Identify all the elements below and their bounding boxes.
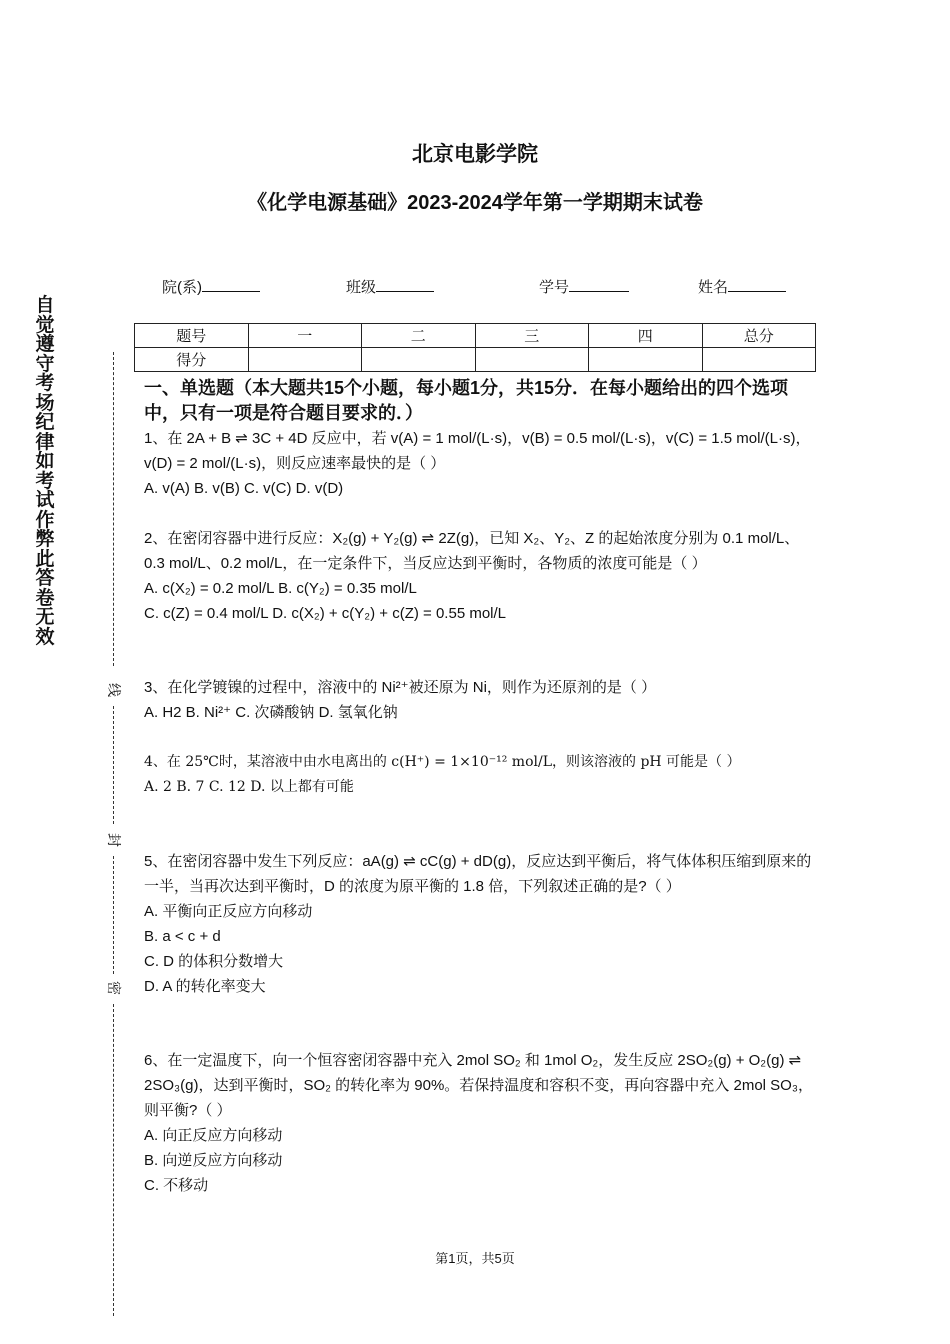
exam-title: 《化学电源基础》2023-2024学年第一学期期末试卷 xyxy=(247,192,703,214)
question-option: B. a < c + d xyxy=(144,928,221,945)
school-name: 北京电影学院 xyxy=(412,143,538,166)
binding-mark-line: 线 xyxy=(106,683,122,697)
score-header-cell: 二 xyxy=(362,324,476,348)
question-stem: 5、在密闭容器中发生下列反应：aA(g) ⇌ cC(g) + dD(g)，反应达到平衡后，将气体体积压缩到原来的一半，当再次达到平衡时，D 的浓度为原平衡的 1.8 倍，下列叙述正确的是?（ ） xyxy=(144,853,812,895)
score-cell[interactable] xyxy=(248,348,362,372)
question-option: B. 向逆反应方向移动 xyxy=(144,1152,283,1169)
question-option: C. D 的体积分数增大 xyxy=(144,953,284,970)
question-3 xyxy=(144,675,814,725)
student-id-label: 学号 xyxy=(539,279,570,296)
question-stem: 3、在化学镀镍的过程中，溶液中的 Ni²⁺被还原为 Ni，则作为还原剂的是（ ） xyxy=(144,679,657,696)
score-header-cell: 总分 xyxy=(702,324,816,348)
score-row-label: 得分 xyxy=(135,348,249,372)
student-id-blank[interactable] xyxy=(569,277,629,292)
score-table-header-row xyxy=(135,324,816,348)
name-label: 姓名 xyxy=(698,279,729,296)
question-stem: 6、在一定温度下，向一个恒容密闭容器中充入 2mol SO₂ 和 1mol O₂，发生反应 2SO₂(g) + O₂(g) ⇌ 2SO₃(g)，达到平衡时，SO₂ 的转化率为 90%。若保持温度和容积不变，再向容器中充入 2mol SO₃，则平衡?（ ） xyxy=(144,1052,813,1119)
question-5 xyxy=(144,849,814,999)
question-options: A. c(X₂) = 0.2 mol/L B. c(Y₂) = 0.35 mol/L xyxy=(144,580,417,597)
department-field[interactable] xyxy=(162,276,260,297)
question-4 xyxy=(144,750,814,800)
binding-dashed-line xyxy=(113,352,114,666)
question-2 xyxy=(144,526,814,626)
question-options: A. 2 B. 7 C. 12 D. 以上都有可能 xyxy=(144,779,354,795)
score-table-score-row xyxy=(135,348,816,372)
student-id-field[interactable] xyxy=(539,276,629,297)
binding-dashed-line xyxy=(113,1004,114,1316)
page-number: 第1页，共5页 xyxy=(435,1251,515,1266)
class-label: 班级 xyxy=(346,279,377,296)
binding-mark-seal: 封 xyxy=(106,833,122,847)
question-stem: 4、在 25℃时，某溶液中由水电离出的 c(H⁺) = 1×10⁻¹² mol/L，则该溶液的 pH 可能是（ ） xyxy=(144,754,741,770)
score-header-cell: 一 xyxy=(248,324,362,348)
binding-dashed-line xyxy=(113,706,114,824)
question-stem: 1、在 2A + B ⇌ 3C + 4D 反应中，若 v(A) = 1 mol/(L·s)，v(B) = 0.5 mol/(L·s)，v(C) = 1.5 mol/(L·s)，v(D) = 2 mol/(L·s)，则反应速率最快的是（ ） xyxy=(144,430,811,472)
department-blank[interactable] xyxy=(202,277,260,292)
question-option: D. A 的转化率变大 xyxy=(144,978,266,995)
question-6 xyxy=(144,1048,814,1198)
score-header-cell: 三 xyxy=(475,324,589,348)
score-cell[interactable] xyxy=(475,348,589,372)
score-header-cell: 题号 xyxy=(135,324,249,348)
class-blank[interactable] xyxy=(376,277,434,292)
binding-dashed-line xyxy=(113,856,114,974)
score-table xyxy=(134,323,816,372)
question-option: A. 平衡向正反应方向移动 xyxy=(144,903,313,920)
name-blank[interactable] xyxy=(728,277,786,292)
exam-discipline-notice: 自觉遵守考场纪律如考试作弊此答卷无效 xyxy=(35,295,55,648)
score-cell[interactable] xyxy=(589,348,703,372)
question-option: C. 不移动 xyxy=(144,1177,209,1194)
class-field[interactable] xyxy=(346,276,434,297)
question-stem: 2、在密闭容器中进行反应：X₂(g) + Y₂(g) ⇌ 2Z(g)，已知 X₂、Y₂、Z 的起始浓度分别为 0.1 mol/L、0.3 mol/L、0.2 mol/L，在一定条件下，当反应达到平衡时，各物质的浓度可能是（ ） xyxy=(144,530,800,572)
question-options: C. c(Z) = 0.4 mol/L D. c(X₂) + c(Y₂) + c(Z) = 0.55 mol/L xyxy=(144,605,507,622)
question-options: A. H2 B. Ni²⁺ C. 次磷酸钠 D. 氢氧化钠 xyxy=(144,704,398,721)
department-label: 院(系) xyxy=(162,279,202,296)
section-heading: 一、单选题（本大题共15个小题，每小题1分，共15分．在每小题给出的四个选项中，只有一项是符合题目要求的．） xyxy=(144,378,789,423)
binding-mark-secret: 密 xyxy=(106,981,122,995)
question-1 xyxy=(144,426,814,501)
score-header-cell: 四 xyxy=(589,324,703,348)
score-cell[interactable] xyxy=(702,348,816,372)
question-option: A. 向正反应方向移动 xyxy=(144,1127,283,1144)
question-options: A. v(A) B. v(B) C. v(C) D. v(D) xyxy=(144,480,344,497)
name-field[interactable] xyxy=(698,276,786,297)
score-cell[interactable] xyxy=(362,348,476,372)
